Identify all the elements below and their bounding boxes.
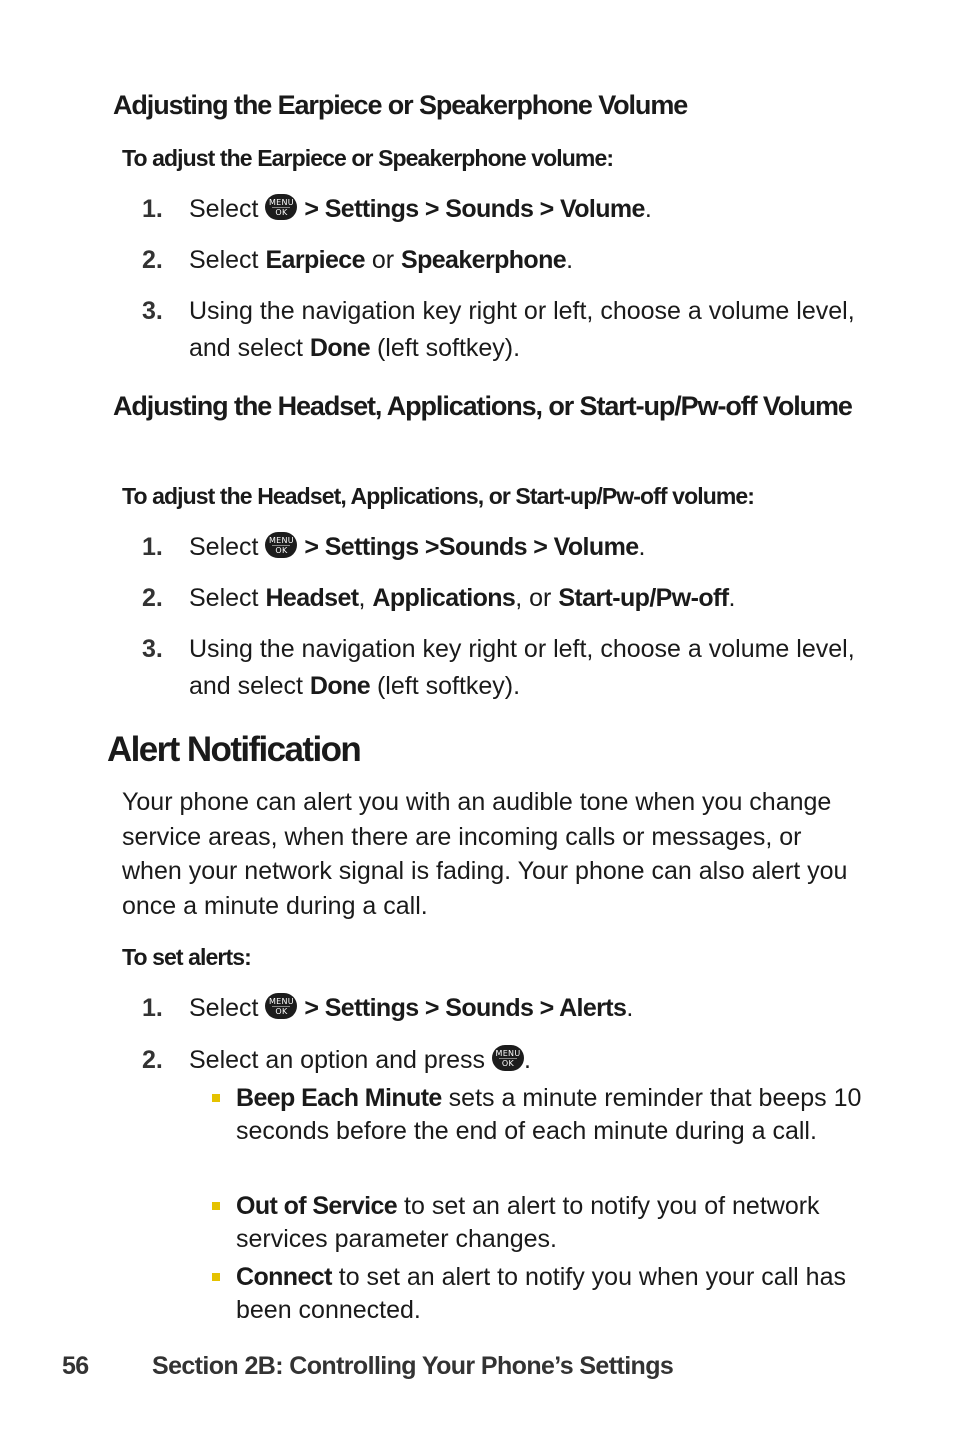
section-title-alert-notification: Alert Notification (107, 730, 361, 769)
alert-description: Your phone can alert you with an audible tone when you change service areas, when there are incoming calls or messages, or when your network signal is fading. Your phone can also alert you once a minute during a call. (122, 788, 848, 920)
step-text: Select MENU OK > Settings > Sounds > Alerts. (189, 994, 634, 1022)
option-connect: Connect (236, 1263, 332, 1291)
softkey-done: Done (309, 672, 371, 700)
page-number: 56 (62, 1352, 89, 1380)
step-pre: Select (189, 195, 259, 223)
bullet-square-icon (212, 1094, 220, 1102)
menu-ok-key-icon: MENU OK (265, 532, 297, 558)
option-out-of-service: Out of Service (236, 1192, 398, 1220)
bullet-square-icon (212, 1202, 220, 1210)
step-number: 3. (142, 635, 163, 663)
step-text: Select Earpiece or Speakerphone. (189, 246, 574, 274)
section-heading-earpiece: Adjusting the Earpiece or Speakerphone Volume (113, 90, 688, 120)
menu-ok-key-icon: MENU OK (492, 1045, 524, 1071)
option-startup-pwoff: Start-up/Pw-off (558, 584, 729, 612)
option-earpiece: Earpiece (265, 246, 365, 274)
step-number: 1. (142, 195, 163, 223)
option-beep-each-minute: Beep Each Minute (236, 1084, 442, 1112)
instruction-intro: To adjust the Earpiece or Speakerphone volume: (122, 145, 614, 171)
step-text: Select MENU OK > Settings >Sounds > Volume. (189, 533, 646, 561)
bullet-text: Out of Service to set an alert to notify you of network services parameter changes. (236, 1192, 820, 1253)
bullet-square-icon (212, 1273, 220, 1281)
step-text: Select MENU OK > Settings > Sounds > Volume. (189, 195, 652, 223)
bullet-text: Connect to set an alert to notify you when your call has been connected. (236, 1263, 846, 1324)
step-text: Select an option and press MENU OK . (189, 1046, 531, 1074)
menu-path: > Settings > Sounds > Alerts (304, 994, 627, 1022)
instruction-intro: To set alerts: (122, 944, 251, 970)
option-applications: Applications (372, 584, 516, 612)
bullet-text: Beep Each Minute sets a minute reminder that beeps 10 seconds before the end of each minute during a call. (236, 1084, 862, 1145)
softkey-done: Done (309, 334, 371, 362)
menu-ok-key-icon: MENU OK (265, 993, 297, 1019)
step-number: 1. (142, 533, 163, 561)
step-number: 2. (142, 246, 163, 274)
step-text: Select Headset, Applications, or Start-up/Pw-off. (189, 584, 736, 612)
menu-path: > Settings >Sounds > Volume (304, 533, 639, 561)
step-number: 2. (142, 1046, 163, 1074)
step-number: 2. (142, 584, 163, 612)
step-text: Using the navigation key right or left, choose a volume level, and select Done (left softkey). (189, 635, 855, 700)
menu-path: > Settings > Sounds > Volume (304, 195, 645, 223)
step-number: 1. (142, 994, 163, 1022)
option-speakerphone: Speakerphone (401, 246, 567, 274)
option-headset: Headset (265, 584, 359, 612)
menu-ok-key-icon: MENU OK (265, 194, 297, 220)
step-number: 3. (142, 297, 163, 325)
section-title-footer: Section 2B: Controlling Your Phone’s Settings (152, 1352, 674, 1380)
section-heading-headset: Adjusting the Headset, Applications, or Start-up/Pw-off Volume (113, 391, 852, 421)
instruction-intro: To adjust the Headset, Applications, or Start-up/Pw-off volume: (122, 483, 755, 509)
step-text: Using the navigation key right or left, choose a volume level, and select Done (left softkey). (189, 297, 855, 362)
